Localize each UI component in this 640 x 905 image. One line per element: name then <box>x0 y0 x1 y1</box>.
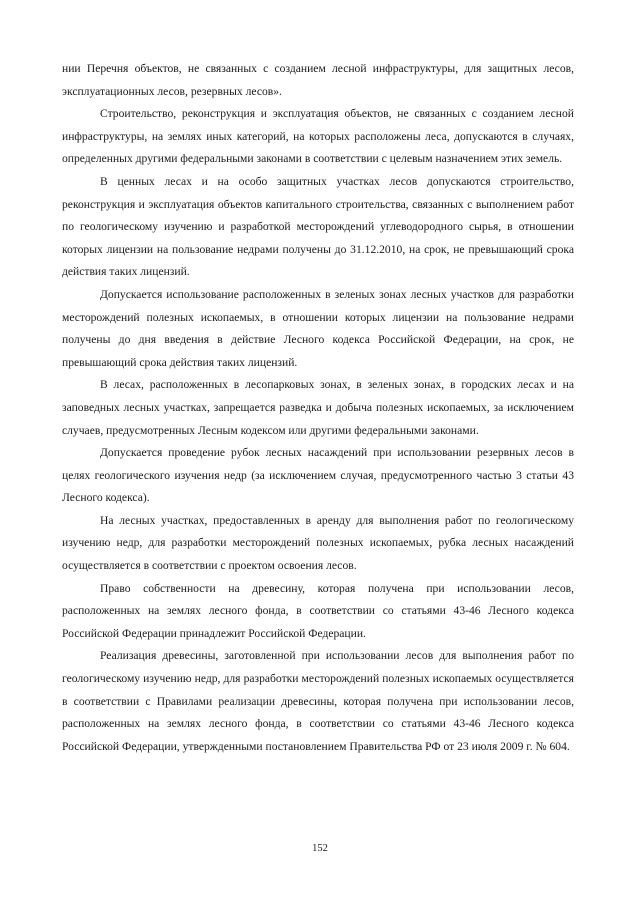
paragraph: Допускается использование расположенных в зеленых зонах лесных участков для разработки месторождений полезных ископаемых, в отношении которых лицензии на пользование недрами получены до дня введения в действие Лесного кодекса Российской Федерации, на срок, не превышающий срока действия таких лицензий. <box>62 287 574 369</box>
paragraph: В лесах, расположенных в лесопарковых зонах, в зеленых зонах, в городских лесах и на заповедных лесных участках, запрещается разведка и добыча полезных ископаемых, за исключением случаев, предусмотренных Лесным кодексом или другими федеральными законами. <box>62 378 574 437</box>
paragraph: Допускается проведение рубок лесных насаждений при использовании резервных лесов в целях геологического изучения недр (за исключением случая, предусмотренного частью 3 статьи 43 Лесного кодекса). <box>62 446 574 505</box>
paragraph: Строительство, реконструкция и эксплуатация объектов, не связанных с созданием лесной инфраструктуры, на землях иных категорий, на которых расположены леса, допускаются в случаях, определенных другими федеральными законами в соответствии с целевым назначением этих земель. <box>62 107 574 166</box>
document-body <box>62 58 574 758</box>
paragraph: На лесных участках, предоставленных в аренду для выполнения работ по геологическому изучению недр, для разработки месторождений полезных ископаемых, рубка лесных насаждений осуществляется в соответствии с проектом освоения лесов. <box>62 513 574 573</box>
page-number: 152 <box>312 843 328 854</box>
paragraph: В ценных лесах и на особо защитных участках лесов допускаются строительство, реконструкция и эксплуатация объектов капитального строительства, связанных с выполнением работ по геологическому изучению и разработкой месторождений углеводородного сырья, в отношении которых лицензии на пользование недрами получены до 31.12.2010, на срок, не превышающий срока действия таких лицензий. <box>62 174 574 279</box>
paragraph-continuation: нии Перечня объектов, не связанных с созданием лесной инфраструктуры, для защитных лесов, эксплуатационных лесов, резервных лесов». <box>62 62 574 98</box>
paragraph: Право собственности на древесину, которая получена при использовании лесов, расположенных на землях лесного фонда, в соответствии со статьями 43-46 Лесного кодекса Российской Федерации принадлежит Российской Федерации. <box>62 581 574 640</box>
paragraph: Реализация древесины, заготовленной при использовании лесов для выполнения работ по геологическому изучению недр, для разработки месторождений полезных ископаемых осуществляется в соответствии с Правилами реализации древесины, которая получена при использовании лесов, расположенных на землях лесного фонда, в соответствии со статьями 43-46 Лесного кодекса Российской Федерации, утвержденными постановлением Правительства РФ от 23 июля 2009 г. № 604. <box>62 649 574 753</box>
